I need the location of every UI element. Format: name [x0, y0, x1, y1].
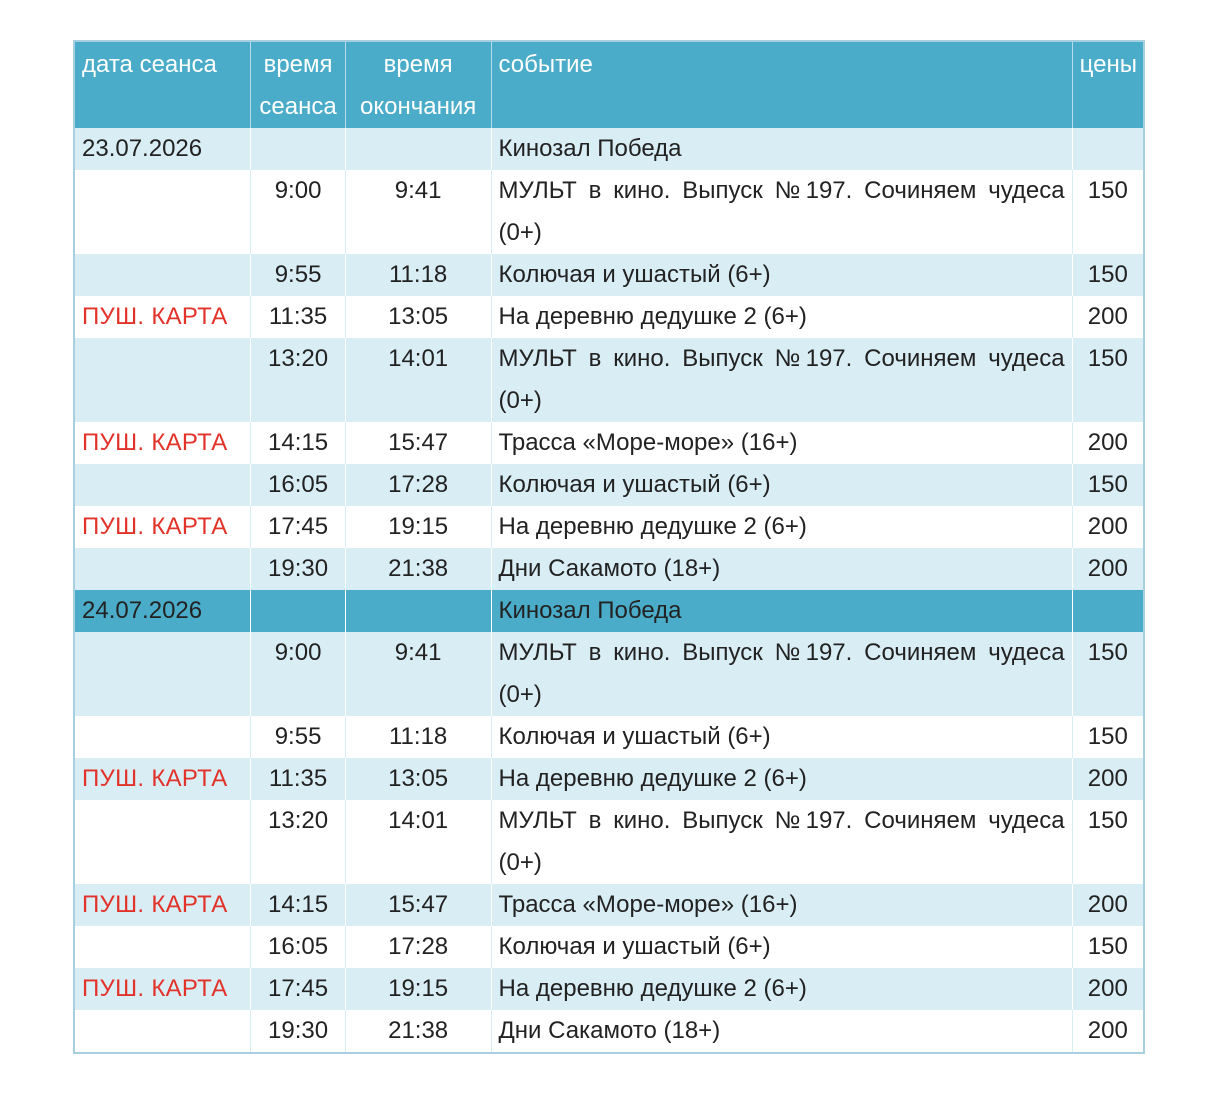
pushkin-card-tag: [74, 800, 251, 884]
start-time: 13:20: [251, 800, 345, 884]
session-row[interactable]: [74, 170, 1144, 254]
table-header-row: [74, 41, 1144, 128]
event-title[interactable]: Дни Сакамото (18+): [491, 548, 1072, 590]
schedule-table: [73, 40, 1145, 1054]
event-title[interactable]: Колючая и ушастый (6+): [491, 716, 1072, 758]
price: 200: [1072, 548, 1144, 590]
price: 200: [1072, 758, 1144, 800]
price: 200: [1072, 296, 1144, 338]
session-row[interactable]: [74, 338, 1144, 422]
day-header-row: [74, 128, 1144, 170]
event-title[interactable]: На деревню дедушке 2 (6+): [491, 968, 1072, 1010]
price: 150: [1072, 170, 1144, 254]
event-title[interactable]: МУЛЬТ в кино. Выпуск №197. Сочиняем чудеса (0+): [491, 800, 1072, 884]
header-event: событие: [491, 41, 1072, 128]
pushkin-card-tag: ПУШ. КАРТА: [74, 884, 251, 926]
header-price: цены: [1072, 41, 1144, 128]
price: 150: [1072, 926, 1144, 968]
session-date: 23.07.2026: [74, 128, 251, 170]
end-time: 9:41: [345, 170, 491, 254]
price: 200: [1072, 506, 1144, 548]
end-time: 9:41: [345, 632, 491, 716]
session-row[interactable]: [74, 422, 1144, 464]
pushkin-card-tag: [74, 254, 251, 296]
session-row[interactable]: [74, 926, 1144, 968]
end-time: 15:47: [345, 884, 491, 926]
end-time: 14:01: [345, 800, 491, 884]
empty-cell: [251, 590, 345, 632]
session-row[interactable]: [74, 968, 1144, 1010]
empty-cell: [1072, 590, 1144, 632]
event-title[interactable]: Колючая и ушастый (6+): [491, 254, 1072, 296]
pushkin-card-tag: [74, 716, 251, 758]
header-end-time: время окончания: [345, 41, 491, 128]
pushkin-card-tag: ПУШ. КАРТА: [74, 506, 251, 548]
session-row[interactable]: [74, 716, 1144, 758]
price: 150: [1072, 254, 1144, 296]
session-row[interactable]: [74, 296, 1144, 338]
event-title[interactable]: На деревню дедушке 2 (6+): [491, 506, 1072, 548]
end-time: 21:38: [345, 1010, 491, 1053]
pushkin-card-tag: ПУШ. КАРТА: [74, 296, 251, 338]
session-row[interactable]: [74, 758, 1144, 800]
pushkin-card-tag: [74, 170, 251, 254]
end-time: 15:47: [345, 422, 491, 464]
price: 200: [1072, 884, 1144, 926]
end-time: 19:15: [345, 506, 491, 548]
event-title[interactable]: МУЛЬТ в кино. Выпуск №197. Сочиняем чудеса (0+): [491, 632, 1072, 716]
start-time: 11:35: [251, 758, 345, 800]
end-time: 13:05: [345, 758, 491, 800]
empty-cell: [1072, 128, 1144, 170]
session-row[interactable]: [74, 548, 1144, 590]
event-title[interactable]: Дни Сакамото (18+): [491, 1010, 1072, 1053]
schedule-body: [74, 128, 1144, 1053]
session-row[interactable]: [74, 1010, 1144, 1053]
price: 150: [1072, 464, 1144, 506]
price: 150: [1072, 800, 1144, 884]
session-row[interactable]: [74, 464, 1144, 506]
start-time: 19:30: [251, 1010, 345, 1053]
event-title[interactable]: МУЛЬТ в кино. Выпуск №197. Сочиняем чудеса (0+): [491, 170, 1072, 254]
end-time: 21:38: [345, 548, 491, 590]
start-time: 14:15: [251, 884, 345, 926]
venue-name: Кинозал Победа: [491, 128, 1072, 170]
empty-cell: [251, 128, 345, 170]
end-time: 14:01: [345, 338, 491, 422]
price: 150: [1072, 716, 1144, 758]
pushkin-card-tag: [74, 926, 251, 968]
start-time: 17:45: [251, 506, 345, 548]
start-time: 17:45: [251, 968, 345, 1010]
start-time: 16:05: [251, 926, 345, 968]
event-title[interactable]: Трасса «Море-море» (16+): [491, 884, 1072, 926]
session-row[interactable]: [74, 632, 1144, 716]
pushkin-card-tag: [74, 632, 251, 716]
price: 150: [1072, 338, 1144, 422]
venue-name: Кинозал Победа: [491, 590, 1072, 632]
start-time: 9:00: [251, 170, 345, 254]
event-title[interactable]: На деревню дедушке 2 (6+): [491, 758, 1072, 800]
event-title[interactable]: Трасса «Море-море» (16+): [491, 422, 1072, 464]
price: 150: [1072, 632, 1144, 716]
start-time: 11:35: [251, 296, 345, 338]
start-time: 9:55: [251, 254, 345, 296]
session-row[interactable]: [74, 506, 1144, 548]
header-start-time: время сеанса: [251, 41, 345, 128]
event-title[interactable]: МУЛЬТ в кино. Выпуск №197. Сочиняем чудеса (0+): [491, 338, 1072, 422]
header-date: дата сеанса: [74, 41, 251, 128]
price: 200: [1072, 1010, 1144, 1053]
start-time: 14:15: [251, 422, 345, 464]
pushkin-card-tag: ПУШ. КАРТА: [74, 758, 251, 800]
session-row[interactable]: [74, 800, 1144, 884]
end-time: 17:28: [345, 464, 491, 506]
pushkin-card-tag: [74, 1010, 251, 1053]
start-time: 19:30: [251, 548, 345, 590]
start-time: 16:05: [251, 464, 345, 506]
end-time: 11:18: [345, 254, 491, 296]
day-header-row: [74, 590, 1144, 632]
event-title[interactable]: На деревню дедушке 2 (6+): [491, 296, 1072, 338]
pushkin-card-tag: [74, 338, 251, 422]
start-time: 13:20: [251, 338, 345, 422]
session-row[interactable]: [74, 254, 1144, 296]
event-title[interactable]: Колючая и ушастый (6+): [491, 926, 1072, 968]
pushkin-card-tag: ПУШ. КАРТА: [74, 422, 251, 464]
pushkin-card-tag: ПУШ. КАРТА: [74, 968, 251, 1010]
start-time: 9:00: [251, 632, 345, 716]
pushkin-card-tag: [74, 548, 251, 590]
end-time: 17:28: [345, 926, 491, 968]
session-date: 24.07.2026: [74, 590, 251, 632]
end-time: 13:05: [345, 296, 491, 338]
price: 200: [1072, 968, 1144, 1010]
empty-cell: [345, 128, 491, 170]
empty-cell: [345, 590, 491, 632]
start-time: 9:55: [251, 716, 345, 758]
end-time: 11:18: [345, 716, 491, 758]
pushkin-card-tag: [74, 464, 251, 506]
event-title[interactable]: Колючая и ушастый (6+): [491, 464, 1072, 506]
session-row[interactable]: [74, 884, 1144, 926]
price: 200: [1072, 422, 1144, 464]
end-time: 19:15: [345, 968, 491, 1010]
